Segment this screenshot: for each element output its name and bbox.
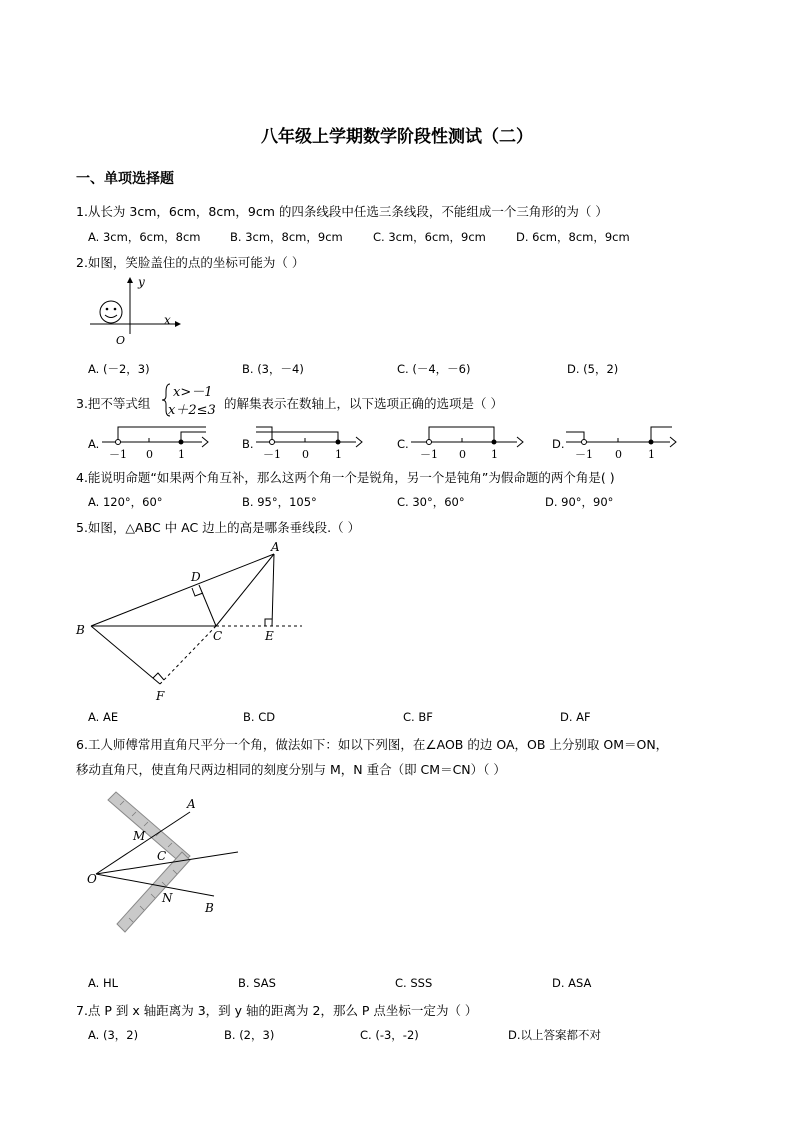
- q5-option-c[interactable]: C. BF: [403, 710, 433, 724]
- label-n: N: [162, 891, 173, 905]
- x-axis-label: x: [164, 313, 171, 327]
- tick-label: －1: [109, 448, 127, 461]
- q3-option-d[interactable]: D.: [552, 437, 565, 451]
- q1-option-a[interactable]: A. 3cm，6cm，8cm: [88, 230, 201, 244]
- tick-label: 0: [615, 448, 622, 461]
- tick-label: 0: [302, 448, 309, 461]
- question-6-stem-line2: 移动直角尺，使直角尺两边相同的刻度分别与 M，N 重合（即 CM＝CN）（ ）: [76, 762, 506, 777]
- q4-option-c[interactable]: C. 30°，60°: [397, 495, 465, 509]
- label-c: C: [157, 849, 167, 863]
- q2-option-a[interactable]: A. (－2，3): [88, 362, 150, 376]
- q2-option-c[interactable]: C. (－4，－6): [397, 362, 471, 376]
- origin-label: O: [116, 334, 126, 347]
- label-c: C: [213, 629, 223, 643]
- tick-label: －1: [420, 448, 438, 461]
- q6-option-b[interactable]: B. SAS: [238, 976, 276, 990]
- label-d: D: [191, 570, 201, 584]
- q1-option-c[interactable]: C. 3cm，6cm，9cm: [373, 230, 486, 244]
- inequality-2: x＋2≤3: [168, 403, 216, 418]
- q4-option-b[interactable]: B. 95°，105°: [242, 495, 317, 509]
- q7-option-c[interactable]: C. (-3，-2): [360, 1028, 419, 1042]
- tick-label: 0: [146, 448, 153, 461]
- q5-option-b[interactable]: B. CD: [243, 710, 276, 724]
- question-4-stem: 4.能说明命题“如果两个角互补，那么这两个角一个是锐角，另一个是钝角”为假命题的两个角是( ): [76, 470, 615, 485]
- label-a: A: [187, 797, 196, 811]
- label-m: M: [133, 829, 146, 843]
- question-5-stem: 5.如图，△ABC 中 AC 边上的高是哪条垂线段.（ ）: [76, 520, 361, 535]
- tick-label: 1: [178, 448, 185, 461]
- y-axis-label: y: [138, 275, 145, 289]
- tick-label: 1: [648, 448, 655, 461]
- label-b: B: [205, 901, 214, 915]
- q6-option-c[interactable]: C. SSS: [395, 976, 433, 990]
- q5-option-d[interactable]: D. AF: [560, 710, 591, 724]
- tick-label: －1: [575, 448, 593, 461]
- q6-option-d[interactable]: D. ASA: [552, 976, 592, 990]
- page-title: 八年级上学期数学阶段性测试（二）: [261, 127, 533, 147]
- question-3-stem-pre: 3.把不等式组: [76, 396, 151, 411]
- tick-label: 0: [459, 448, 466, 461]
- tick-label: 1: [491, 448, 498, 461]
- section-heading: 一、单项选择题: [76, 171, 174, 187]
- question-3-stem-post: 的解集表示在数轴上，以下选项正确的选项是（ ）: [224, 396, 503, 411]
- question-7-stem: 7.点 P 到 x 轴距离为 3，到 y 轴的距离为 2，那么 P 点坐标一定为（ ）: [76, 1003, 478, 1018]
- q3-option-c[interactable]: C.: [397, 437, 409, 451]
- q2-option-d[interactable]: D. (5，2): [567, 362, 619, 376]
- label-e: E: [265, 629, 274, 643]
- q6-option-a[interactable]: A. HL: [88, 976, 119, 990]
- inequality-1: x>－1: [173, 385, 213, 400]
- q1-option-d[interactable]: D. 6cm，8cm，9cm: [516, 230, 630, 244]
- label-b: B: [76, 623, 85, 637]
- question-1-stem: 1.从长为 3cm，6cm，8cm，9cm 的四条线段中任选三条线段，不能组成一个三角形的为（ ）: [76, 204, 608, 219]
- q7-option-b[interactable]: B. (2，3): [224, 1028, 275, 1042]
- q3-option-a[interactable]: A.: [88, 437, 100, 451]
- q7-option-a[interactable]: A. (3，2): [88, 1028, 139, 1042]
- q1-option-b[interactable]: B. 3cm，8cm，9cm: [230, 230, 343, 244]
- q2-option-b[interactable]: B. (3，－4): [242, 362, 304, 376]
- tick-label: －1: [263, 448, 281, 461]
- q3-option-b[interactable]: B.: [242, 437, 254, 451]
- question-2-stem: 2.如图，笑脸盖住的点的坐标可能为（ ）: [76, 255, 305, 270]
- label-o: O: [87, 872, 97, 886]
- label-a: A: [271, 540, 280, 554]
- q7-option-d[interactable]: D.以上答案都不对: [508, 1028, 602, 1042]
- q5-option-a[interactable]: A. AE: [88, 710, 119, 724]
- q4-option-a[interactable]: A. 120°，60°: [88, 495, 163, 509]
- q4-option-d[interactable]: D. 90°，90°: [545, 495, 614, 509]
- label-f: F: [156, 689, 165, 703]
- tick-label: 1: [335, 448, 342, 461]
- question-6-stem-line1: 6.工人师傅常用直角尺平分一个角，做法如下：如以下列图，在∠AOB 的边 OA，OB 上分别取 OM＝ON，: [76, 737, 669, 752]
